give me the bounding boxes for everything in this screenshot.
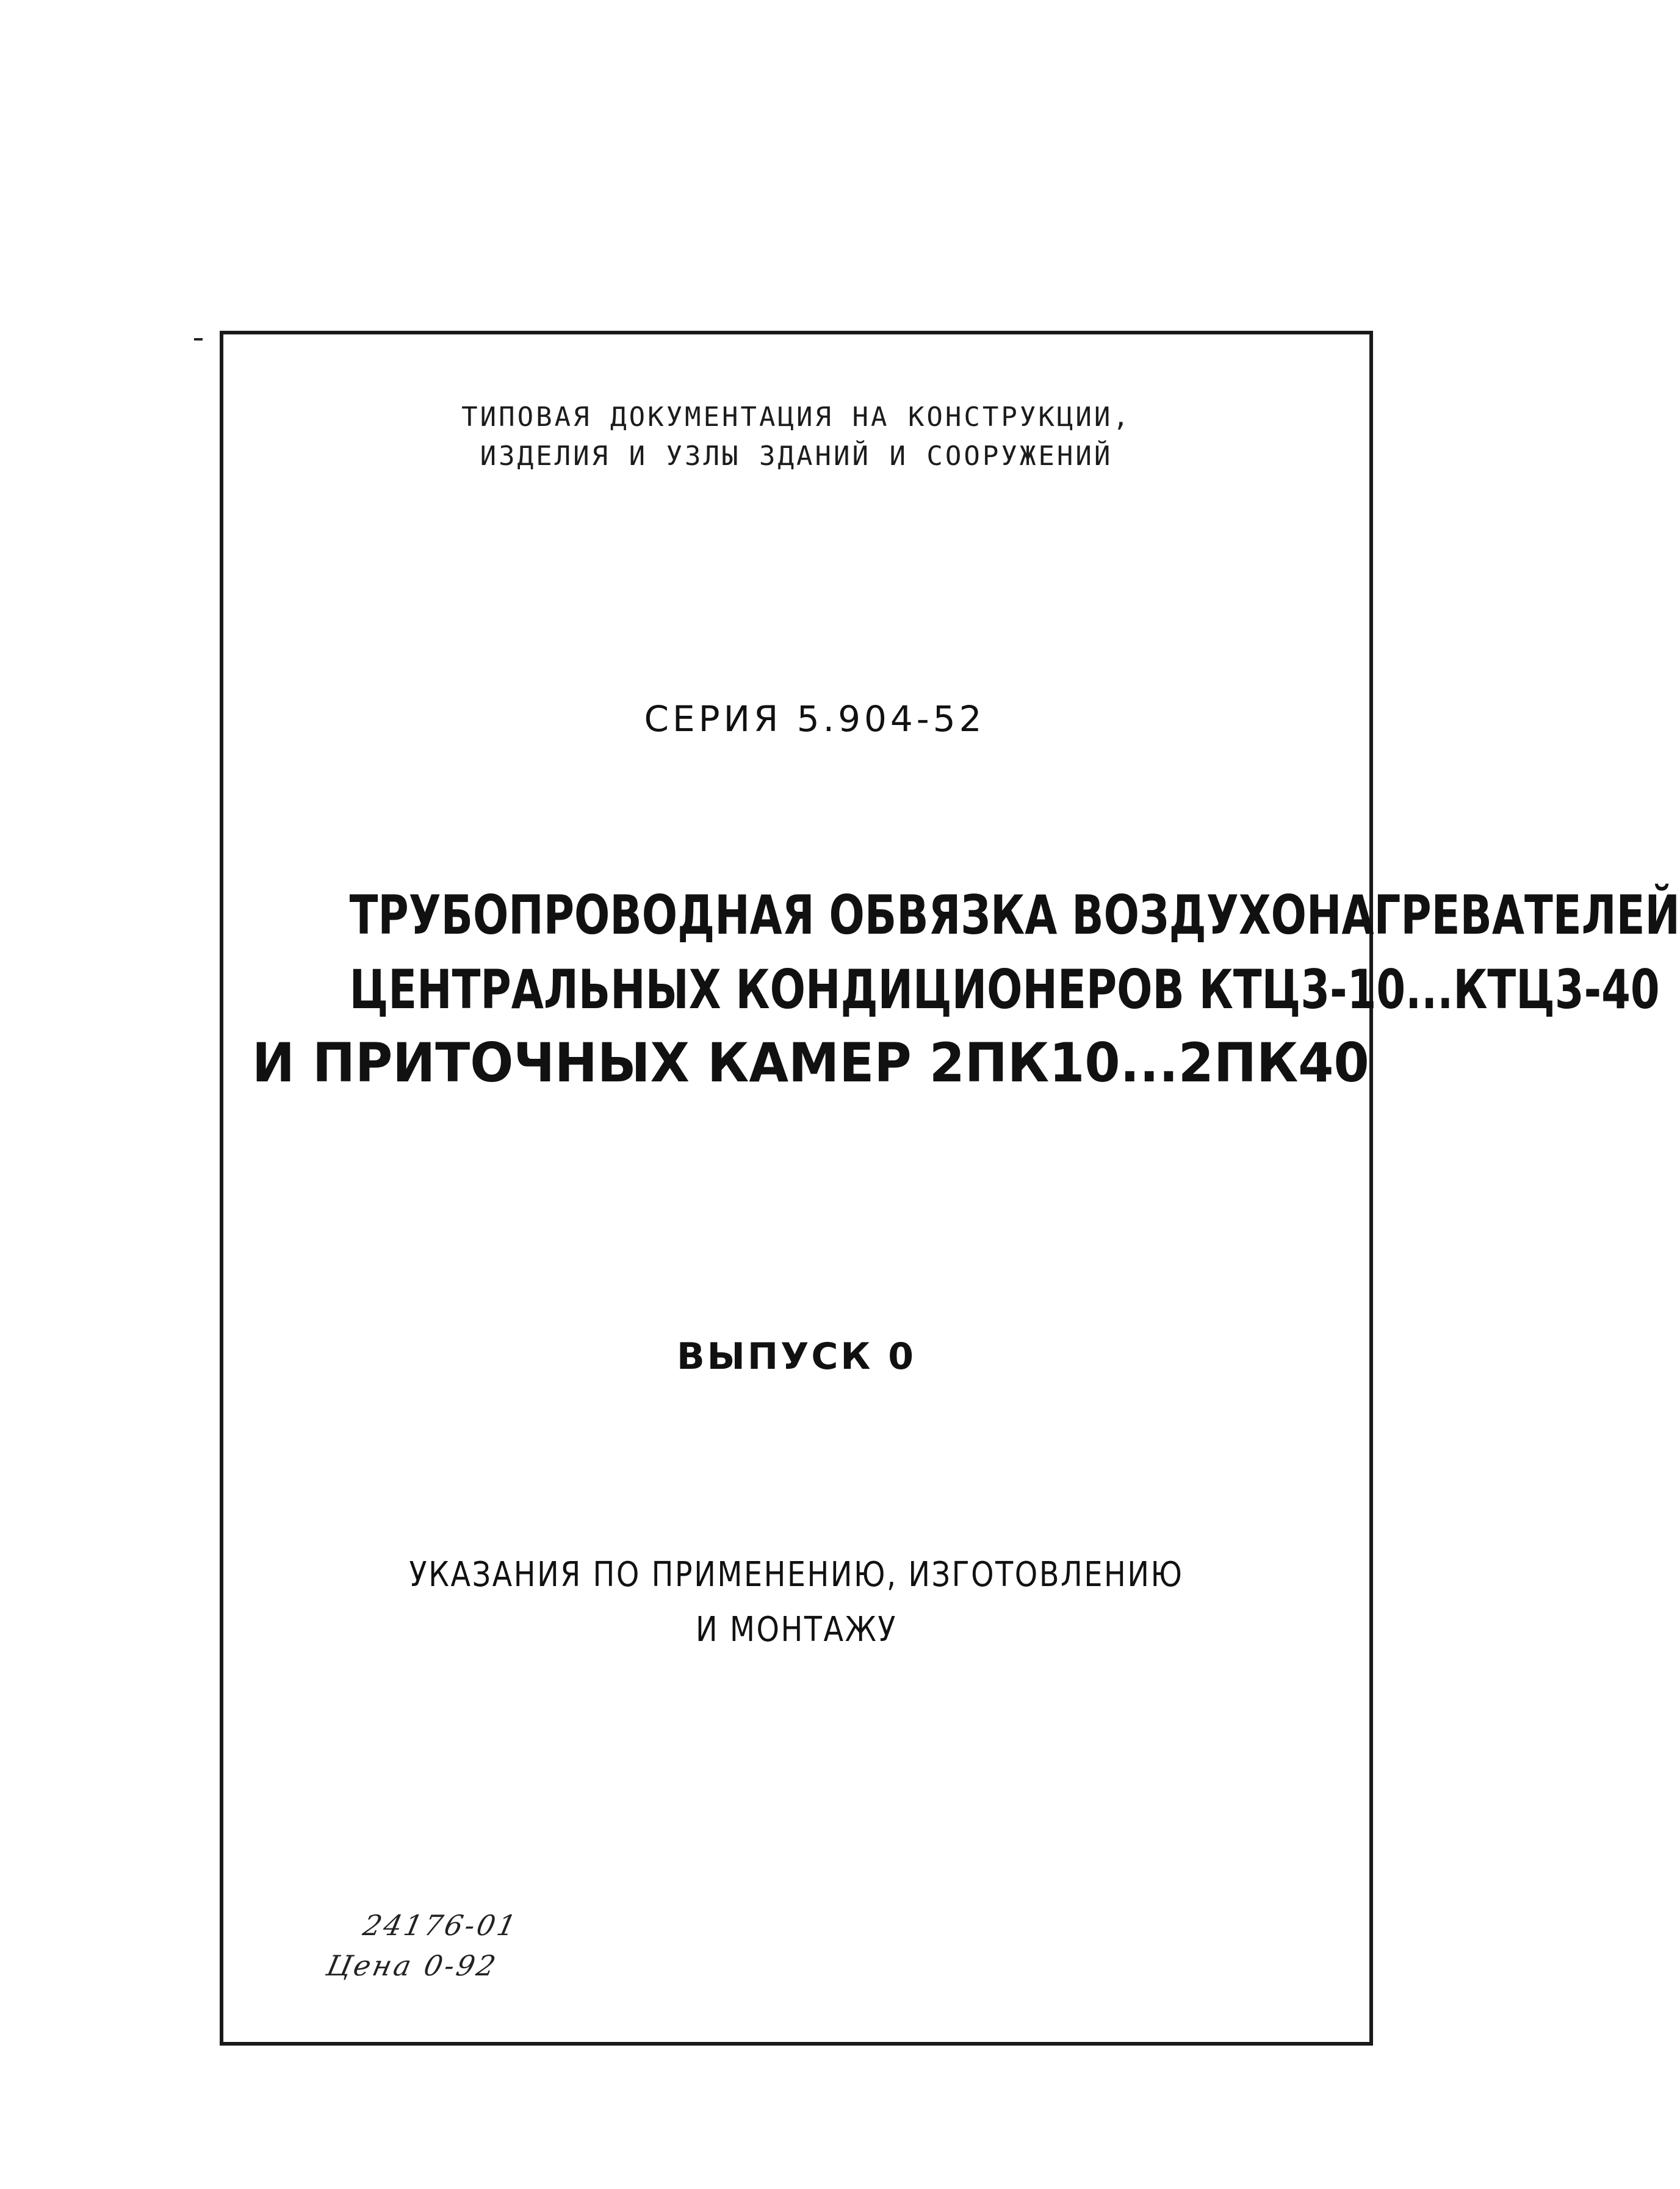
issue-label: ВЫПУСК 0 [676, 1335, 917, 1378]
header-line-2: ИЗДЕЛИЯ И УЗЛЫ ЗДАНИЙ И СООРУЖЕНИЙ [480, 441, 1113, 472]
cover-frame [220, 331, 1680, 2046]
title-line-2: ЦЕНТРАЛЬНЫХ КОНДИЦИОНЕРОВ КТЦ3-10...КТЦ3-40 [349, 958, 1660, 1021]
subtitle-line-2: И МОНТАЖУ [696, 1610, 897, 1650]
title-line-3: И ПРИТОЧНЫХ КАМЕР 2ПК10...2ПК40 [251, 1031, 1369, 1094]
header-line-1: ТИПОВАЯ ДОКУМЕНТАЦИЯ НА КОНСТРУКЦИИ, [461, 402, 1131, 433]
stray-mark [194, 338, 203, 341]
inventory-number: 24176-01 [360, 1909, 522, 1942]
subtitle-line-1: УКАЗАНИЯ ПО ПРИМЕНЕНИЮ, ИЗГОТОВЛЕНИЮ [409, 1555, 1184, 1595]
price-label: Цена 0-92 [323, 1949, 501, 1982]
series-number: СЕРИЯ 5.904-52 [644, 698, 986, 740]
title-line-1: ТРУБОПРОВОДНАЯ ОБВЯЗКА ВОЗДУХОНАГРЕВАТЕЛЕЙ [349, 884, 1680, 947]
